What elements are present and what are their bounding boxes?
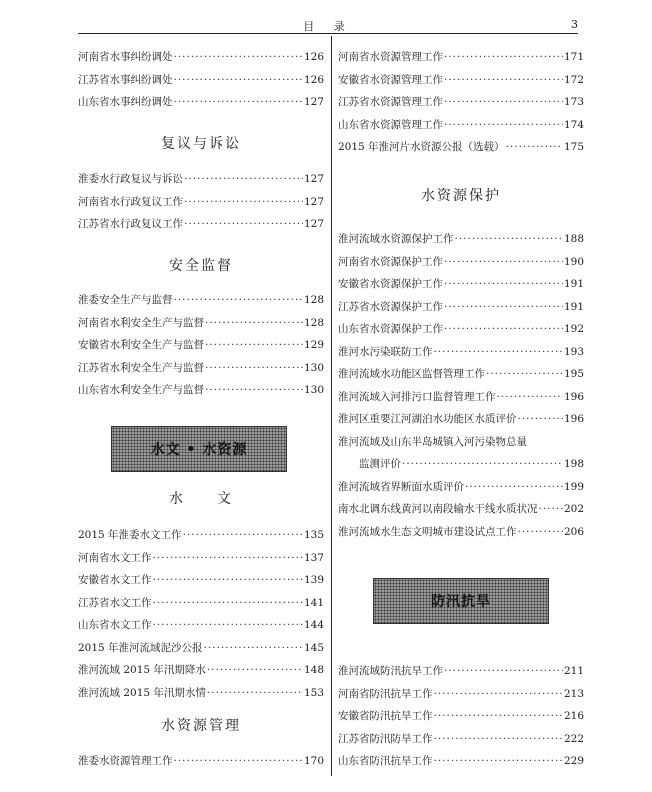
toc-entry-page: 130	[303, 384, 324, 396]
section-banner	[111, 426, 287, 472]
dot-leader	[184, 217, 303, 231]
toc-entry-page: 199	[563, 480, 584, 493]
toc-entry-title: 江苏省水文工作	[78, 596, 152, 609]
toc-entry[interactable]	[78, 217, 324, 231]
dot-leader	[402, 457, 563, 471]
toc-entry[interactable]	[78, 573, 324, 587]
toc-entry-title: 江苏省水事纠纷调处	[78, 73, 173, 86]
toc-entry[interactable]	[338, 95, 584, 109]
header-title: 目 录	[303, 20, 353, 33]
toc-entry-title: 江苏省水利安全生产与监督	[78, 361, 204, 374]
toc-entry[interactable]	[338, 255, 584, 269]
dot-leader	[539, 502, 563, 516]
toc-entry[interactable]	[338, 502, 584, 516]
toc-entry-title: 淮河流域防汛抗旱工作	[338, 665, 443, 677]
toc-entry-page: 192	[563, 323, 584, 335]
toc-entry[interactable]	[338, 732, 584, 746]
toc-entry[interactable]	[338, 345, 584, 359]
toc-entry-page: 211	[563, 665, 584, 677]
toc-entry-page: 126	[303, 73, 324, 86]
toc-entry-title: 安徽省防汛抗旱工作	[338, 710, 433, 722]
dot-leader	[444, 255, 563, 269]
toc-entry-title: 淮河流域 2015 年汛期降水	[78, 664, 206, 676]
section-heading: 复议与诉讼	[161, 136, 241, 152]
toc-entry-page: 216	[563, 710, 584, 722]
toc-entry-title: 山东省水资源保护工作	[338, 323, 443, 335]
toc-entry-title: 山东省水文工作	[78, 619, 152, 631]
dot-leader	[465, 480, 563, 494]
toc-entry-page: 202	[563, 503, 584, 515]
toc-entry[interactable]	[338, 390, 584, 404]
dot-leader	[205, 316, 303, 330]
toc-entry-page: 173	[563, 96, 584, 108]
toc-entry[interactable]	[338, 232, 584, 246]
toc-entry-title: 河南省水事纠纷调处	[78, 51, 173, 63]
toc-entry[interactable]	[78, 338, 324, 352]
banner-title: 防汛抗旱	[431, 594, 491, 610]
toc-entry-title: 淮河流域水功能区监督管理工作	[338, 368, 485, 380]
dot-leader	[444, 118, 563, 132]
dot-leader	[444, 95, 563, 109]
toc-entry[interactable]	[78, 383, 324, 397]
toc-entry[interactable]	[338, 435, 584, 449]
toc-entry-title: 安徽省水利安全生产与监督	[78, 339, 204, 351]
dot-leader	[434, 687, 563, 701]
toc-entry-page: 153	[303, 686, 324, 699]
toc-entry-page: 127	[303, 96, 324, 108]
toc-entry[interactable]	[78, 73, 324, 87]
toc-entry[interactable]	[78, 95, 324, 109]
toc-entry[interactable]	[338, 73, 584, 87]
dot-leader	[153, 596, 303, 610]
toc-entry-title: 淮河流域省界断面水质评价	[338, 480, 464, 493]
dot-leader	[444, 277, 563, 291]
toc-entry-title: 江苏省水资源保护工作	[338, 300, 443, 313]
dot-leader	[434, 732, 563, 746]
toc-entry-page: 171	[563, 51, 584, 63]
toc-entry-page: 172	[563, 73, 584, 86]
toc-entry[interactable]	[78, 596, 324, 610]
page-number: 3	[571, 18, 578, 31]
toc-entry-title: 山东省水资源管理工作	[338, 118, 443, 131]
toc-entry-title: 淮河流域水生态文明城市建设试点工作	[338, 525, 517, 538]
toc-entry[interactable]	[338, 664, 584, 678]
toc-entry-page: 190	[563, 255, 584, 268]
toc-entry-title: 淮河区重要江河湖泊水功能区水质评价	[338, 413, 517, 425]
toc-entry-page: 229	[563, 755, 584, 767]
toc-entry-title: 江苏省水行政复议工作	[78, 218, 183, 230]
dot-leader	[184, 172, 303, 186]
section-heading: 水 文	[169, 491, 233, 507]
toc-entry-page: 144	[303, 619, 324, 631]
toc-entry[interactable]	[338, 322, 584, 336]
toc-entry[interactable]	[78, 361, 324, 375]
toc-entry[interactable]	[338, 754, 584, 768]
toc-entry[interactable]	[78, 50, 324, 64]
dot-leader	[434, 709, 563, 723]
toc-entry[interactable]	[78, 686, 324, 700]
toc-entry-title: 河南省水资源管理工作	[338, 51, 443, 63]
toc-entry-title: 淮委水资源管理工作	[78, 755, 173, 767]
toc-entry-page: 127	[303, 195, 324, 208]
toc-entry[interactable]	[338, 457, 584, 471]
section-heading: 安全监督	[169, 258, 233, 274]
toc-entry-title: 河南省水行政复议工作	[78, 195, 183, 208]
toc-entry[interactable]	[338, 140, 584, 154]
toc-entry-page: 127	[303, 218, 324, 230]
toc-entry[interactable]	[78, 293, 324, 307]
dot-leader	[174, 95, 303, 109]
dot-leader	[444, 50, 563, 64]
toc-entry[interactable]	[78, 528, 324, 542]
toc-entry-title: 2015 年淮河流域泥沙公报	[78, 641, 203, 654]
toc-entry-title: 淮委水行政复议与诉讼	[78, 173, 183, 185]
toc-entry-page: 191	[563, 300, 584, 313]
dot-leader	[184, 195, 303, 209]
toc-entry-page: 175	[563, 141, 584, 153]
toc-entry-page: 137	[303, 551, 324, 564]
column-divider	[331, 36, 332, 776]
dot-leader	[174, 50, 303, 64]
toc-entry[interactable]	[78, 641, 324, 655]
dot-leader	[204, 641, 303, 655]
dot-leader	[486, 367, 563, 381]
toc-entry-page: 128	[303, 294, 324, 306]
toc-entry-title: 山东省水事纠纷调处	[78, 96, 173, 108]
toc-entry[interactable]	[338, 687, 584, 701]
toc-entry-page: 126	[303, 51, 324, 63]
toc-entry-page: 222	[563, 732, 584, 745]
toc-entry-page: 139	[303, 574, 324, 586]
toc-entry[interactable]	[338, 367, 584, 381]
section-heading: 水资源保护	[421, 188, 501, 204]
toc-entry[interactable]	[338, 277, 584, 291]
dot-leader	[506, 140, 563, 154]
dot-leader	[207, 686, 303, 700]
toc-entry-title: 淮委安全生产与监督	[78, 294, 173, 306]
toc-entry-title: 河南省水资源保护工作	[338, 255, 443, 268]
dot-leader	[207, 663, 303, 677]
toc-entry-title: 安徽省水文工作	[78, 574, 152, 586]
toc-entry-title: 山东省防汛抗旱工作	[338, 755, 433, 767]
toc-entry-title: 淮河流域入河排污口监督管理工作	[338, 390, 496, 403]
toc-entry[interactable]	[78, 551, 324, 565]
toc-entry[interactable]	[78, 172, 324, 186]
toc-entry-title: 2015 年淮河片水资源公报（选载）	[338, 141, 505, 153]
dot-leader	[497, 390, 563, 404]
toc-entry[interactable]	[338, 709, 584, 723]
toc-entry-title: 江苏省水资源管理工作	[338, 96, 443, 108]
toc-entry-title: 南水北调东线黄河以南段输水干线水质状况	[338, 503, 538, 515]
toc-entry[interactable]	[78, 663, 324, 677]
toc-entry-title: 河南省水利安全生产与监督	[78, 316, 204, 329]
toc-entry[interactable]	[338, 412, 584, 426]
toc-entry-title: 河南省水文工作	[78, 551, 152, 564]
toc-entry-title: 淮河流域及山东半岛城镇入河污染物总量	[338, 435, 527, 448]
toc-entry-page: 195	[563, 368, 584, 380]
toc-entry-page: 198	[563, 458, 584, 470]
toc-entry-page: 130	[303, 361, 324, 374]
dot-leader	[183, 528, 303, 542]
toc-entry-title: 淮河流域 2015 年汛期水情	[78, 686, 206, 699]
toc-entry-title: 淮河流域水资源保护工作	[338, 233, 454, 245]
toc-entry-title: 河南省防汛抗旱工作	[338, 687, 433, 700]
dot-leader	[174, 754, 303, 768]
toc-entry-page: 148	[303, 664, 324, 676]
toc-entry-page: 135	[303, 529, 324, 541]
toc-entry[interactable]	[338, 480, 584, 494]
banner-title: 水文 • 水资源	[150, 442, 248, 458]
toc-entry-title: 山东省水利安全生产与监督	[78, 384, 204, 396]
dot-leader	[444, 322, 563, 336]
toc-entry-title: 2015 年淮委水文工作	[78, 529, 182, 541]
toc-entry-page: 206	[563, 525, 584, 538]
dot-leader	[444, 73, 563, 87]
toc-entry-page: 141	[303, 596, 324, 609]
dot-leader	[174, 293, 303, 307]
dot-leader	[153, 618, 303, 632]
toc-entry-page: 191	[563, 278, 584, 290]
toc-entry-title: 安徽省水资源保护工作	[338, 278, 443, 290]
toc-entry[interactable]	[78, 618, 324, 632]
dot-leader	[205, 383, 303, 397]
dot-leader	[153, 573, 303, 587]
dot-leader	[444, 300, 563, 314]
section-banner	[373, 578, 549, 624]
dot-leader	[153, 551, 303, 565]
dot-leader	[518, 525, 563, 539]
toc-entry[interactable]	[78, 195, 324, 209]
toc-entry[interactable]	[338, 525, 584, 539]
toc-entry-title: 江苏省防汛防旱工作	[338, 732, 433, 745]
toc-entry-page: 188	[563, 233, 584, 245]
toc-entry-page: 128	[303, 316, 324, 329]
toc-entry-page: 127	[303, 173, 324, 185]
dot-leader	[434, 754, 563, 768]
toc-entry-title: 安徽省水资源管理工作	[338, 73, 443, 86]
toc-entry[interactable]	[338, 300, 584, 314]
toc-entry-page: 196	[563, 390, 584, 403]
toc-entry[interactable]	[338, 50, 584, 64]
dot-leader	[174, 73, 303, 87]
header-rule	[78, 33, 578, 34]
toc-entry[interactable]	[78, 316, 324, 330]
toc-entry-page: 196	[563, 413, 584, 425]
toc-entry-page: 129	[303, 339, 324, 351]
dot-leader	[434, 345, 563, 359]
toc-entry-page: 145	[303, 641, 324, 654]
dot-leader	[205, 361, 303, 375]
dot-leader	[444, 664, 563, 678]
toc-entry-page: 170	[303, 755, 324, 767]
toc-entry-page: 193	[563, 345, 584, 358]
toc-entry-page: 213	[563, 687, 584, 700]
section-heading: 水资源管理	[161, 718, 241, 734]
toc-entry[interactable]	[338, 118, 584, 132]
dot-leader	[518, 412, 563, 426]
toc-entry-title: 淮河水污染联防工作	[338, 345, 433, 358]
dot-leader	[455, 232, 563, 246]
toc-entry-title: 监测评价	[338, 458, 401, 470]
dot-leader	[205, 338, 303, 352]
toc-entry[interactable]	[78, 754, 324, 768]
toc-entry-page: 174	[563, 118, 584, 131]
